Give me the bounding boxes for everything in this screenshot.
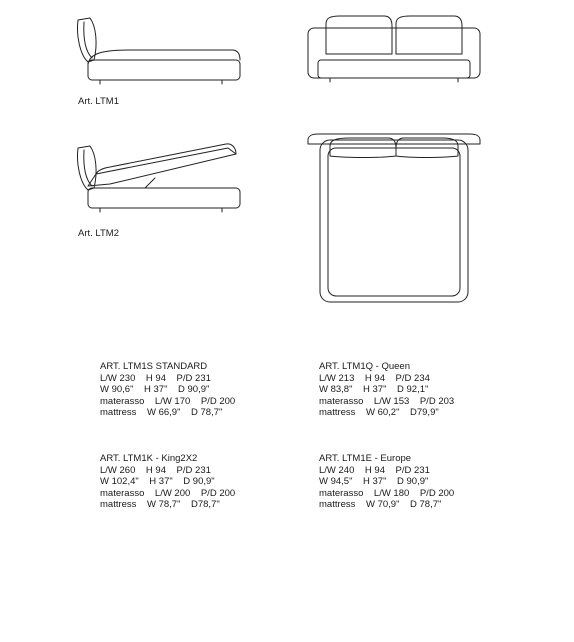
spec-block-standard bbox=[100, 361, 235, 419]
caption-ltm2: Art. LTM2 bbox=[78, 228, 119, 239]
spec-line: materasso L/W 170 P/D 200 bbox=[100, 395, 236, 407]
ltm1-mattress bbox=[88, 50, 240, 64]
spec-line: materasso L/W 153 P/D 203 bbox=[319, 395, 455, 407]
spec-line: L/W 213 H 94 P/D 234 bbox=[319, 372, 430, 384]
front-view-outline bbox=[308, 28, 480, 78]
front-view-base bbox=[318, 60, 470, 78]
spec-line: materasso L/W 180 P/D 200 bbox=[319, 487, 455, 499]
ltm2-piston bbox=[145, 178, 155, 188]
ltm1-headboard-line bbox=[84, 22, 92, 58]
top-headboard bbox=[308, 134, 480, 144]
technical-drawings bbox=[0, 0, 574, 320]
ltm1-feet bbox=[100, 80, 222, 84]
caption-ltm1: Art. LTM1 bbox=[78, 96, 119, 107]
spec-line: W 94,5" H 37" D 90,9" bbox=[319, 476, 429, 487]
front-view bbox=[308, 16, 480, 82]
spec-title: ART. LTM1S STANDARD bbox=[100, 361, 208, 372]
spec-line: W 102,4" H 37" D 90,9" bbox=[100, 476, 215, 487]
front-feet bbox=[330, 78, 458, 82]
top-view bbox=[308, 134, 480, 302]
ltm2-side-view bbox=[77, 144, 240, 212]
spec-line: materasso L/W 200 P/D 200 bbox=[100, 487, 236, 499]
spec-line: L/W 260 H 94 P/D 231 bbox=[100, 464, 211, 476]
ltm2-headboard-cushion bbox=[77, 146, 96, 190]
ltm1-base bbox=[88, 60, 240, 80]
front-right-pillow bbox=[396, 16, 462, 54]
front-left-pillow bbox=[326, 16, 392, 54]
spec-block-king bbox=[100, 453, 235, 511]
spec-line: L/W 230 H 94 P/D 231 bbox=[100, 372, 211, 384]
ltm2-base bbox=[88, 188, 240, 208]
spec-line: mattress W 66,9" D 78,7" bbox=[100, 407, 223, 418]
top-mattress bbox=[328, 148, 460, 296]
spec-title: ART. LTM1K - King2X2 bbox=[100, 453, 198, 464]
top-frame-outer bbox=[320, 140, 468, 302]
spec-line: mattress W 78,7" D78,7" bbox=[100, 499, 220, 510]
spec-line: W 83,8" H 37" D 92,1" bbox=[319, 384, 429, 395]
spec-block-europe bbox=[319, 453, 454, 511]
ltm2-feet bbox=[100, 208, 222, 212]
spec-line: W 90,6" H 37" D 90,9" bbox=[100, 384, 210, 395]
spec-line: mattress W 60,2" D79,9" bbox=[319, 407, 439, 418]
ltm1-side-view bbox=[77, 18, 240, 84]
spec-title: ART. LTM1E - Europe bbox=[319, 453, 412, 464]
spec-block-queen bbox=[319, 361, 454, 419]
spec-title: ART. LTM1Q - Queen bbox=[319, 361, 410, 372]
ltm2-headboard-line bbox=[84, 150, 92, 186]
spec-line: mattress W 70,9" D 78,7" bbox=[319, 499, 442, 510]
spec-line: L/W 240 H 94 P/D 231 bbox=[319, 464, 430, 476]
